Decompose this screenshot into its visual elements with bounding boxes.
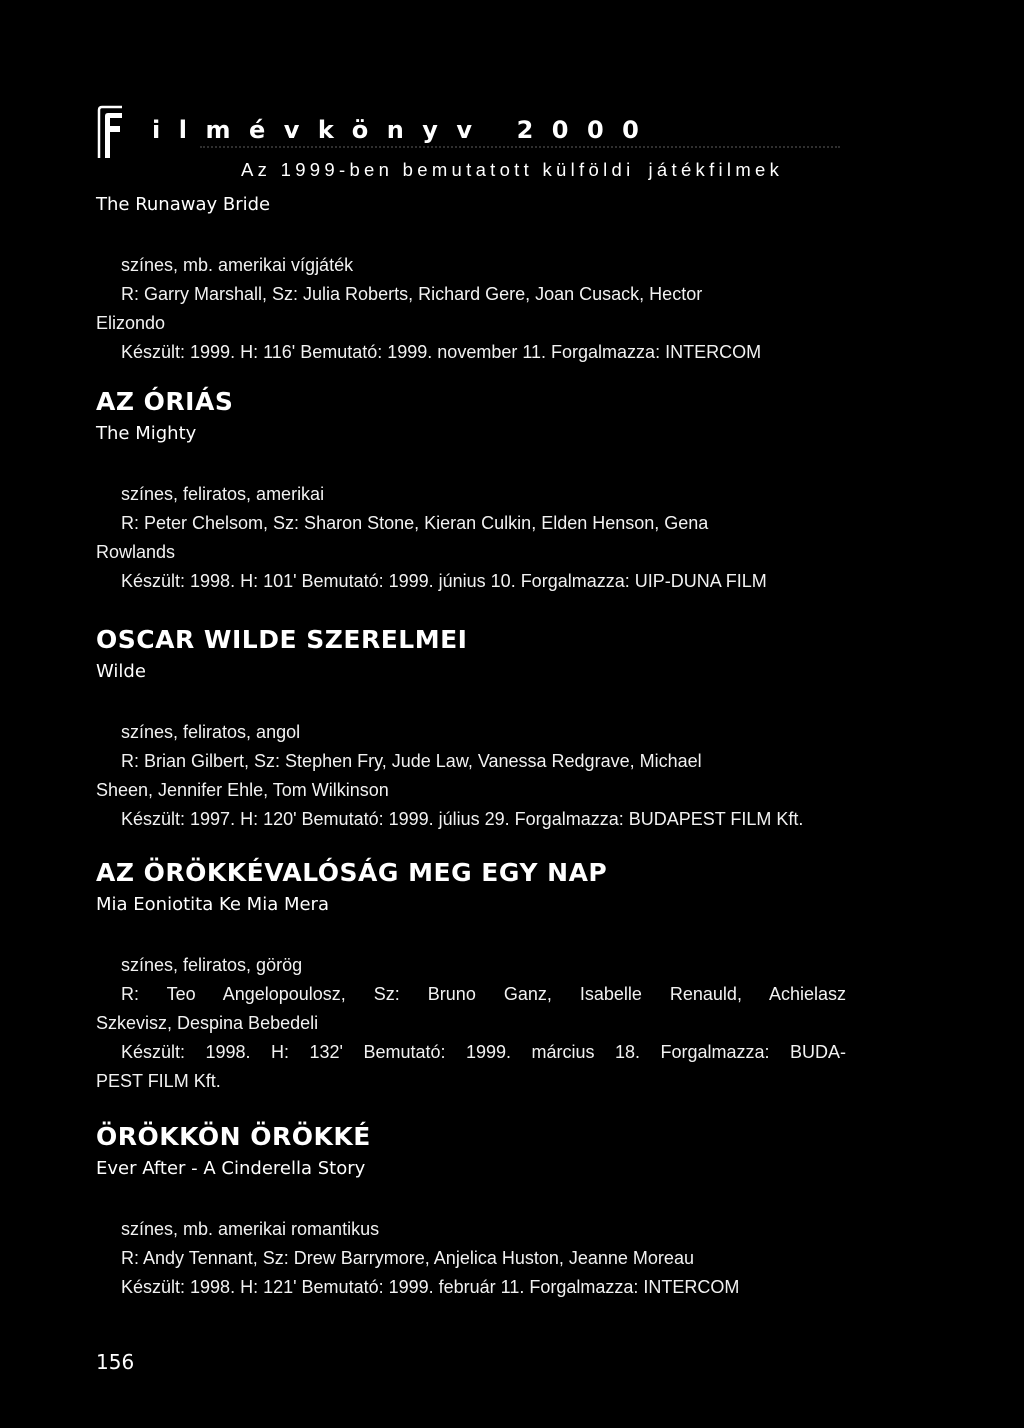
film-release: Készült: 1998. H: 101' Bemutató: 1999. június 10. Forgalmazza: UIP-DUNA FILM xyxy=(121,571,767,591)
film-info: színes, feliratos, amerikai xyxy=(121,484,325,504)
film-title: AZ ÖRÖKKÉVALÓSÁG MEG EGY NAP xyxy=(96,858,608,887)
film-original-title: Wilde xyxy=(96,661,146,682)
film-release: Készült: 1999. H: 116' Bemutató: 1999. november 11. Forgalmazza: INTERCOM xyxy=(121,342,762,362)
film-title: AZ ÓRIÁS xyxy=(96,387,234,416)
film-release-cont: PEST FILM Kft. xyxy=(96,1071,221,1091)
film-entry xyxy=(96,1120,846,1302)
page-number: 156 xyxy=(96,1350,135,1374)
film-original-title: The Runaway Bride xyxy=(96,194,271,215)
section-subtitle-end: játékfilmek xyxy=(648,159,784,180)
film-entry xyxy=(96,623,846,834)
film-info: színes, feliratos, angol xyxy=(121,722,301,742)
film-title: ÖRÖKKÖN ÖRÖKKÉ xyxy=(96,1122,371,1151)
film-original-title: Ever After - A Cinderella Story xyxy=(96,1158,366,1179)
film-credits: R: Teo Angelopoulosz, Sz: Bruno Ganz, Isabelle Renauld, Achielasz xyxy=(121,984,846,1004)
film-credits-cont: Elizondo xyxy=(96,313,166,333)
film-credits: R: Garry Marshall, Sz: Julia Roberts, Richard Gere, Joan Cusack, Hector xyxy=(121,284,703,304)
header-divider xyxy=(200,146,840,152)
film-release: Készült: 1998. H: 121' Bemutató: 1999. február 11. Forgalmazza: INTERCOM xyxy=(121,1277,740,1297)
film-credits: R: Peter Chelsom, Sz: Sharon Stone, Kieran Culkin, Elden Henson, Gena xyxy=(121,513,709,533)
film-credits-cont: Rowlands xyxy=(96,542,176,562)
film-info: színes, mb. amerikai romantikus xyxy=(121,1219,380,1239)
film-credits-cont: Szkevisz, Despina Bebedeli xyxy=(96,1013,319,1033)
film-info: színes, feliratos, görög xyxy=(121,955,303,975)
film-entry xyxy=(96,190,846,367)
film-info: színes, mb. amerikai vígjáték xyxy=(121,255,354,275)
filmevkonyv-logo-icon xyxy=(96,104,124,160)
section-subtitle-main: Az 1999-ben bemutatott külföldi xyxy=(241,159,635,180)
film-title: OSCAR WILDE SZERELMEI xyxy=(96,625,468,654)
film-original-title: The Mighty xyxy=(96,423,197,444)
film-credits-cont: Sheen, Jennifer Ehle, Tom Wilkinson xyxy=(96,780,389,800)
film-release: Készült: 1997. H: 120' Bemutató: 1999. július 29. Forgalmazza: BUDAPEST FILM Kft. xyxy=(121,809,804,829)
yearbook-year: 2000 xyxy=(516,116,658,144)
film-entry xyxy=(96,385,846,596)
film-entry xyxy=(96,856,846,1096)
section-subtitle xyxy=(241,156,783,184)
film-release: Készült: 1998. H: 132' Bemutató: 1999. március 18. Forgalmazza: BUDA- xyxy=(121,1042,846,1062)
yearbook-title xyxy=(152,110,657,150)
film-original-title: Mia Eoniotita Ke Mia Mera xyxy=(96,894,329,915)
film-credits: R: Andy Tennant, Sz: Drew Barrymore, Anjelica Huston, Jeanne Moreau xyxy=(121,1248,694,1268)
yearbook-title-text: ilmévkönyv xyxy=(152,116,491,144)
film-credits: R: Brian Gilbert, Sz: Stephen Fry, Jude Law, Vanessa Redgrave, Michael xyxy=(121,751,702,771)
